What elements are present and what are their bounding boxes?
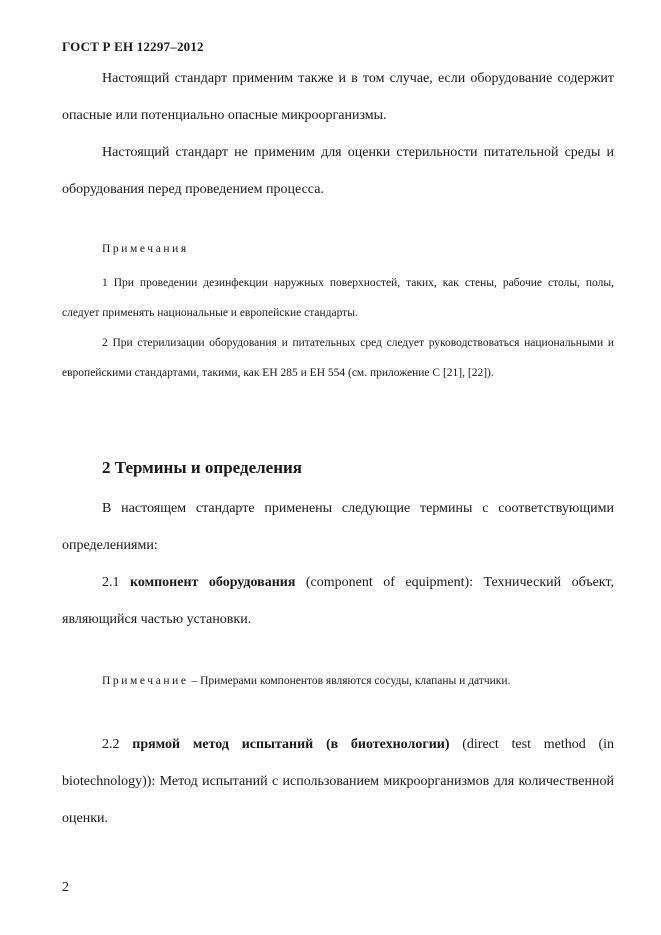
document-header: ГОСТ Р ЕН 12297–2012 [62, 39, 204, 54]
section-title: 2 Термины и определения [102, 458, 303, 477]
page-number: 2 [62, 880, 69, 895]
term-2-2-term: прямой метод испытаний (в биотехнологии) [132, 737, 450, 752]
notes-title: Примечания [102, 243, 189, 255]
scope-paragraph-2: Настоящий стандарт не применим для оценки стерильности питательной среды и оборудования перед проведением процесса. [62, 145, 614, 197]
term-2-2-number: 2.2 [102, 737, 133, 752]
term-2-1-number: 2.1 [102, 575, 130, 590]
term-2-1-term: компонент оборудования [129, 575, 296, 590]
term-2-1-note-text: – Примерами компонентов являются сосуды, клапаны и датчики. [188, 675, 511, 687]
term-2-2-definition: (direct test method (in biotechnology)): Метод испытаний с использованием микроорганизмов для количественной оценки. [62, 737, 614, 826]
term-2-1-definition: (component of equipment): Технический объект, являющийся частью установки. [62, 575, 614, 627]
note-2: 2 При стерилизации оборудования и питательных сред следует руководствоваться национальными и европейскими стандартами, такими, как ЕН 285 и ЕН 554 (см. приложение C [21], [22]). [62, 337, 614, 379]
note-1: 1 При проведении дезинфекции наружных поверхностей, таких, как стены, рабочие столы, полы, следует применять национальные и европейские стандарты. [62, 277, 614, 319]
term-2-1-note [102, 675, 510, 687]
term-2-1 [62, 564, 614, 638]
section-intro: В настоящем стандарте применены следующие термины с соответствующими определениями: [62, 501, 614, 553]
term-2-1-note-label: Примечание [102, 675, 189, 687]
term-2-2 [62, 726, 614, 837]
scope-paragraph-1: Настоящий стандарт применим также и в том случае, если оборудование содержит опасные или потенциально опасные микроорганизмы. [62, 71, 614, 123]
